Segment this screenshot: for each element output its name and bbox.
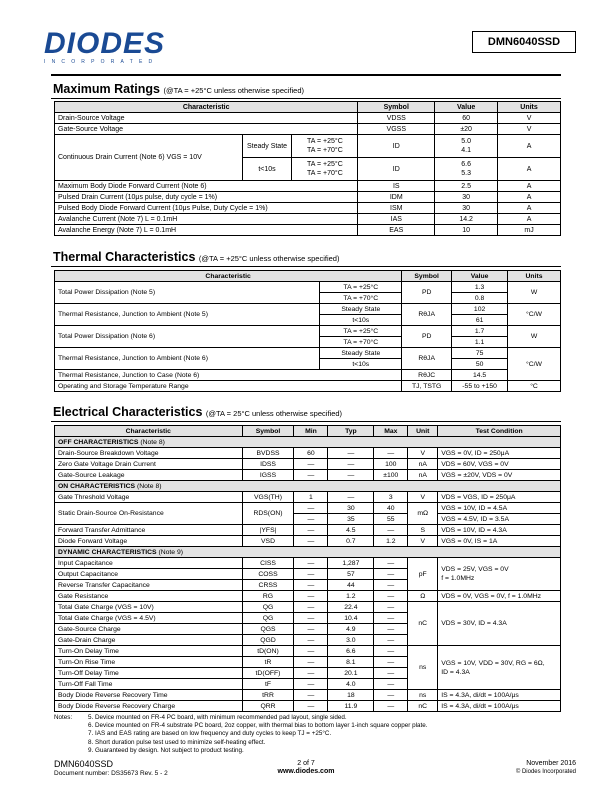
cell: 1.7: [452, 326, 508, 337]
cell: QG: [242, 602, 294, 613]
electrical-cond: (@TA = 25°C unless otherwise specified): [205, 409, 343, 418]
cell: 1.2: [374, 536, 408, 547]
cell: 5.0 4.1: [435, 135, 498, 158]
cell: nC: [408, 701, 438, 712]
cell: Maximum Body Diode Forward Current (Note 6): [55, 181, 358, 192]
cell: —: [374, 690, 408, 701]
table-row: [55, 304, 561, 315]
cell: —: [294, 635, 328, 646]
cell: ±20: [435, 124, 498, 135]
table-row: [55, 470, 561, 481]
cell: Reverse Transfer Capacitance: [55, 580, 243, 591]
cell: TA = +25°C TA = +70°C: [292, 135, 358, 158]
cell: Total Gate Charge (VGS = 4.5V): [55, 613, 243, 624]
cell: ON CHARACTERISTICS (Note 8): [55, 481, 561, 492]
cell: 75: [452, 348, 508, 359]
table-row: [55, 602, 561, 613]
cell: RθJA: [402, 348, 452, 370]
col-characteristic: Characteristic: [55, 102, 358, 113]
cell: 4.5: [328, 525, 374, 536]
cell: VDSS: [358, 113, 435, 124]
max-ratings-title: Maximum Ratings: [53, 82, 160, 96]
cell: VDS = 10V, ID = 4.3A: [438, 525, 561, 536]
col-test-condition: Test Condition: [438, 426, 561, 437]
cell: 60: [294, 448, 328, 459]
cell: —: [374, 448, 408, 459]
cell: VGS = 0V, ID = 250μA: [438, 448, 561, 459]
cell: VGSS: [358, 124, 435, 135]
cell: 30: [328, 503, 374, 514]
cell: QRR: [242, 701, 294, 712]
cell: Operating and Storage Temperature Range: [55, 381, 402, 392]
table-header-row: [55, 102, 561, 113]
max-ratings-rule: [51, 98, 561, 99]
col-typ: Typ: [328, 426, 374, 437]
cell: Turn-On Rise Time: [55, 657, 243, 668]
cell: —: [374, 558, 408, 569]
cell: Thermal Resistance, Junction to Case (Note 6): [55, 370, 402, 381]
cell: —: [294, 602, 328, 613]
cell: tD(ON): [242, 646, 294, 657]
cell: Drain-Source Voltage: [55, 113, 358, 124]
cell: —: [328, 448, 374, 459]
table-row: [55, 459, 561, 470]
cell: t<10s: [320, 315, 402, 326]
table-row: [55, 381, 561, 392]
thermal-title: Thermal Characteristics: [53, 250, 196, 264]
cell: 18: [328, 690, 374, 701]
cell: 57: [328, 569, 374, 580]
cell: —: [294, 668, 328, 679]
col-characteristic: Characteristic: [55, 426, 243, 437]
cell: 1: [294, 492, 328, 503]
cell: 40: [374, 503, 408, 514]
cell: —: [294, 536, 328, 547]
cell: RθJA: [402, 304, 452, 326]
col-max: Max: [374, 426, 408, 437]
footer-copyright: © Diodes Incorporated: [515, 769, 576, 775]
cell: —: [294, 525, 328, 536]
cell: Zero Gate Voltage Drain Current: [55, 459, 243, 470]
cell: Diode Forward Voltage: [55, 536, 243, 547]
cell: EAS: [358, 225, 435, 236]
cell: Gate-Source Leakage: [55, 470, 243, 481]
cell: Total Gate Charge (VGS = 10V): [55, 602, 243, 613]
cell: Avalanche Current (Note 7) L = 0.1mH: [55, 214, 358, 225]
table-row: [55, 282, 561, 293]
cell: °C/W: [508, 348, 561, 381]
cell: mΩ: [408, 503, 438, 525]
cell: Turn-Off Fall Time: [55, 679, 243, 690]
logo-subtext: INCORPORATED: [44, 59, 159, 65]
cell: 11.9: [328, 701, 374, 712]
thermal-heading: [53, 250, 339, 264]
cell: CISS: [242, 558, 294, 569]
table-row: [55, 646, 561, 657]
cell: IAS: [358, 214, 435, 225]
cell: —: [294, 657, 328, 668]
cell: 0.7: [328, 536, 374, 547]
cell: VDS = 60V, VGS = 0V: [438, 459, 561, 470]
cell: 30: [435, 203, 498, 214]
cell: VGS = 10V, VDD = 30V, RG = 6Ω, ID = 4.3A: [438, 646, 561, 690]
thermal-rule: [51, 266, 561, 267]
note-item: 9. Guaranteed by design. Not subject to product testing.: [88, 746, 244, 754]
cell: RG: [242, 591, 294, 602]
col-value: Value: [435, 102, 498, 113]
cell: tR: [242, 657, 294, 668]
cell: VGS = 4.5V, ID = 3.5A: [438, 514, 561, 525]
col-symbol: Symbol: [358, 102, 435, 113]
cell: —: [374, 668, 408, 679]
cell: 14.5: [452, 370, 508, 381]
note-item: 7. IAS and EAS rating are based on low frequency and duty cycles to keep TJ = +25°C.: [88, 730, 332, 738]
cell: IS: [358, 181, 435, 192]
cell: 1.2: [328, 591, 374, 602]
cell: V: [408, 536, 438, 547]
cell: VDS = 30V, ID = 4.3A: [438, 602, 561, 646]
cell: 10: [435, 225, 498, 236]
cell: 1,287: [328, 558, 374, 569]
cell: 30: [435, 192, 498, 203]
cell: -55 to +150: [452, 381, 508, 392]
cell: tF: [242, 679, 294, 690]
cell: —: [374, 624, 408, 635]
table-row: [55, 203, 561, 214]
footer-url[interactable]: www.diodes.com: [277, 768, 335, 775]
cell: VGS(TH): [242, 492, 294, 503]
cell: TA = +70°C: [320, 293, 402, 304]
cell: VDS = 0V, VGS = 0V, f = 1.0MHz: [438, 591, 561, 602]
cell: —: [294, 459, 328, 470]
cell: °C/W: [508, 304, 561, 326]
cell: —: [294, 613, 328, 624]
table-header-row: [55, 271, 561, 282]
cell: 55: [374, 514, 408, 525]
notes-list: [88, 714, 563, 755]
cell: —: [374, 569, 408, 580]
cell: VDS = VGS, ID = 250μA: [438, 492, 561, 503]
cell: —: [294, 679, 328, 690]
col-value: Value: [452, 271, 508, 282]
part-number-box: DMN6040SSD: [472, 31, 576, 53]
cell: 60: [435, 113, 498, 124]
col-min: Min: [294, 426, 328, 437]
table-row: [55, 192, 561, 203]
table-row: [55, 181, 561, 192]
max-ratings-heading: [53, 82, 304, 96]
cell: 14.2: [435, 214, 498, 225]
cell: —: [294, 470, 328, 481]
cell: IGSS: [242, 470, 294, 481]
cell: —: [294, 624, 328, 635]
cell: nA: [408, 459, 438, 470]
table-row: [55, 536, 561, 547]
cell: 4.9: [328, 624, 374, 635]
electrical-title: Electrical Characteristics: [53, 405, 203, 419]
cell: VSD: [242, 536, 294, 547]
cell: 6.6: [328, 646, 374, 657]
col-units: Units: [498, 102, 561, 113]
thermal-cond: (@TA = +25°C unless otherwise specified): [198, 254, 340, 263]
col-symbol: Symbol: [242, 426, 294, 437]
cell: PD: [402, 326, 452, 348]
table-row: [55, 113, 561, 124]
cell: 35: [328, 514, 374, 525]
electrical-rule: [51, 421, 561, 422]
cell: 4.0: [328, 679, 374, 690]
cell: Pulsed Drain Current (10μs pulse, duty cycle = 1%): [55, 192, 358, 203]
cell: —: [374, 580, 408, 591]
cell: Turn-Off Delay Time: [55, 668, 243, 679]
cell: A: [498, 203, 561, 214]
cell: —: [374, 679, 408, 690]
cell: —: [294, 580, 328, 591]
cell: |YFS|: [242, 525, 294, 536]
cell: IS = 4.3A, di/dt = 100A/μs: [438, 701, 561, 712]
cell: 10.4: [328, 613, 374, 624]
table-row: [55, 525, 561, 536]
cell: nA: [408, 470, 438, 481]
cell: TJ, TSTG: [402, 381, 452, 392]
cell: Gate-Source Voltage: [55, 124, 358, 135]
electrical-table: [54, 425, 561, 712]
cell: CRSS: [242, 580, 294, 591]
cell: Avalanche Energy (Note 7) L = 0.1mH: [55, 225, 358, 236]
cell: pF: [408, 558, 438, 591]
cell: 3.0: [328, 635, 374, 646]
cell: 1.1: [452, 337, 508, 348]
cell: Gate-Drain Charge: [55, 635, 243, 646]
cell: 8.1: [328, 657, 374, 668]
cell: —: [294, 503, 328, 514]
cell: —: [328, 470, 374, 481]
col-unit: Unit: [408, 426, 438, 437]
cell: —: [328, 459, 374, 470]
cell: PD: [402, 282, 452, 304]
cell: Thermal Resistance, Junction to Ambient (Note 5): [55, 304, 320, 326]
cell: mJ: [498, 225, 561, 236]
notes-label: Notes:: [54, 714, 73, 721]
cell: —: [294, 701, 328, 712]
cell: Output Capacitance: [55, 569, 243, 580]
cell: —: [294, 690, 328, 701]
cell: Gate Threshold Voltage: [55, 492, 243, 503]
cell: OFF CHARACTERISTICS (Note 8): [55, 437, 561, 448]
cell: 44: [328, 580, 374, 591]
cell: COSS: [242, 569, 294, 580]
cell: RθJC: [402, 370, 452, 381]
table-row: [55, 214, 561, 225]
table-row: [55, 348, 561, 359]
cell: —: [294, 569, 328, 580]
cell: VGS = 10V, ID = 4.5A: [438, 503, 561, 514]
cell: IS = 4.3A, di/dt = 100A/μs: [438, 690, 561, 701]
table-row: [55, 135, 561, 158]
col-characteristic: Characteristic: [55, 271, 402, 282]
table-header-row: [55, 426, 561, 437]
cell: V: [408, 448, 438, 459]
table-row: [55, 492, 561, 503]
cell: A: [498, 158, 561, 181]
cell: 2.5: [435, 181, 498, 192]
header-rule: [51, 74, 561, 76]
cell: t<10s: [242, 158, 292, 181]
cell: Static Drain-Source On-Resistance: [55, 503, 243, 525]
cell: V: [498, 124, 561, 135]
cell: —: [374, 646, 408, 657]
cell: —: [374, 701, 408, 712]
cell: —: [294, 646, 328, 657]
cell: —: [328, 492, 374, 503]
cell: —: [294, 558, 328, 569]
cell: Ω: [408, 591, 438, 602]
cell: Input Capacitance: [55, 558, 243, 569]
cell: °C: [508, 381, 561, 392]
cell: —: [374, 591, 408, 602]
cell: S: [408, 525, 438, 536]
table-row: [55, 326, 561, 337]
cell: TA = +25°C: [320, 282, 402, 293]
cell: nC: [408, 602, 438, 646]
cell: —: [294, 591, 328, 602]
cell: Steady State: [320, 348, 402, 359]
cell: 1.3: [452, 282, 508, 293]
cell: Body Diode Reverse Recovery Time: [55, 690, 243, 701]
cell: Drain-Source Breakdown Voltage: [55, 448, 243, 459]
cell: —: [294, 514, 328, 525]
cell: Thermal Resistance, Junction to Ambient (Note 6): [55, 348, 320, 370]
cell: tD(OFF): [242, 668, 294, 679]
cell: ns: [408, 646, 438, 690]
cell: 102: [452, 304, 508, 315]
cell: Steady State: [242, 135, 292, 158]
subheader-row: [55, 481, 561, 492]
cell: 6.6 5.3: [435, 158, 498, 181]
cell: Total Power Dissipation (Note 6): [55, 326, 320, 348]
cell: Forward Transfer Admittance: [55, 525, 243, 536]
cell: —: [374, 657, 408, 668]
cell: 20.1: [328, 668, 374, 679]
cell: A: [498, 192, 561, 203]
subheader-row: [55, 437, 561, 448]
subheader-row: [55, 547, 561, 558]
table-row: [55, 503, 561, 514]
max-ratings-table: [54, 101, 561, 236]
cell: W: [508, 282, 561, 304]
cell: V: [498, 113, 561, 124]
cell: VGS = 0V, IS = 1A: [438, 536, 561, 547]
cell: Gate Resistance: [55, 591, 243, 602]
cell: RDS(ON): [242, 503, 294, 525]
cell: A: [498, 135, 561, 158]
footer-doc: Document number: DS35673 Rev. 5 - 2: [54, 770, 168, 777]
cell: 50: [452, 359, 508, 370]
footer-part: DMN6040SSD: [54, 759, 114, 769]
cell: A: [498, 214, 561, 225]
footer-date: November 2016: [526, 760, 576, 767]
cell: ±100: [374, 470, 408, 481]
table-row: [55, 591, 561, 602]
logo-text: DIODES: [44, 27, 166, 60]
cell: Turn-On Delay Time: [55, 646, 243, 657]
cell: 61: [452, 315, 508, 326]
cell: V: [408, 492, 438, 503]
cell: —: [374, 602, 408, 613]
col-symbol: Symbol: [402, 271, 452, 282]
table-row: [55, 690, 561, 701]
footer-page: 2 of 7: [297, 760, 315, 767]
cell: 100: [374, 459, 408, 470]
cell: ID: [358, 135, 435, 158]
table-row: [55, 701, 561, 712]
cell: 22.4: [328, 602, 374, 613]
note-item: 5. Device mounted on FR-4 PC board, with minimum recommended pad layout, single sided.: [88, 714, 347, 721]
cell: QGS: [242, 624, 294, 635]
cell: Body Diode Reverse Recovery Charge: [55, 701, 243, 712]
cell: VDS = 25V, VGS = 0V f = 1.0MHz: [438, 558, 561, 591]
cell: t<10s: [320, 359, 402, 370]
thermal-table: [54, 270, 561, 392]
cell: tRR: [242, 690, 294, 701]
cell: ISM: [358, 203, 435, 214]
cell: Pulsed Body Diode Forward Current (10μs Pulse, Duty Cycle = 1%): [55, 203, 358, 214]
table-row: [55, 370, 561, 381]
cell: ID: [358, 158, 435, 181]
cell: 3: [374, 492, 408, 503]
cell: Gate-Source Charge: [55, 624, 243, 635]
table-row: [55, 558, 561, 569]
cell: —: [374, 525, 408, 536]
cell: IDSS: [242, 459, 294, 470]
cell: TA = +25°C: [320, 326, 402, 337]
cell: TA = +70°C: [320, 337, 402, 348]
cell: W: [508, 326, 561, 348]
cell: QGD: [242, 635, 294, 646]
cell: VGS = ±20V, VDS = 0V: [438, 470, 561, 481]
cell: —: [374, 613, 408, 624]
cell: 0.8: [452, 293, 508, 304]
col-units: Units: [508, 271, 561, 282]
note-item: 6. Device mounted on FR-4 substrate PC board, 2oz copper, with thermal bias to bottom layer 1-inch square copper plate.: [88, 722, 428, 730]
note-item: 8. Short duration pulse test used to minimize self-heating effect.: [88, 738, 266, 746]
cell: IDM: [358, 192, 435, 203]
cell: DYNAMIC CHARACTERISTICS (Note 9): [55, 547, 561, 558]
cell: BVDSS: [242, 448, 294, 459]
cell: Continuous Drain Current (Note 6) VGS = 10V: [55, 135, 243, 181]
cell: —: [374, 635, 408, 646]
cell: QG: [242, 613, 294, 624]
cell: TA = +25°C TA = +70°C: [292, 158, 358, 181]
diodes-logo: [44, 27, 166, 65]
table-row: [55, 124, 561, 135]
table-row: [55, 225, 561, 236]
cell: Steady State: [320, 304, 402, 315]
cell: ns: [408, 690, 438, 701]
table-row: [55, 448, 561, 459]
cell: Total Power Dissipation (Note 5): [55, 282, 320, 304]
cell: A: [498, 181, 561, 192]
max-ratings-cond: (@TA = +25°C unless otherwise specified): [163, 86, 304, 95]
electrical-heading: [53, 405, 342, 419]
